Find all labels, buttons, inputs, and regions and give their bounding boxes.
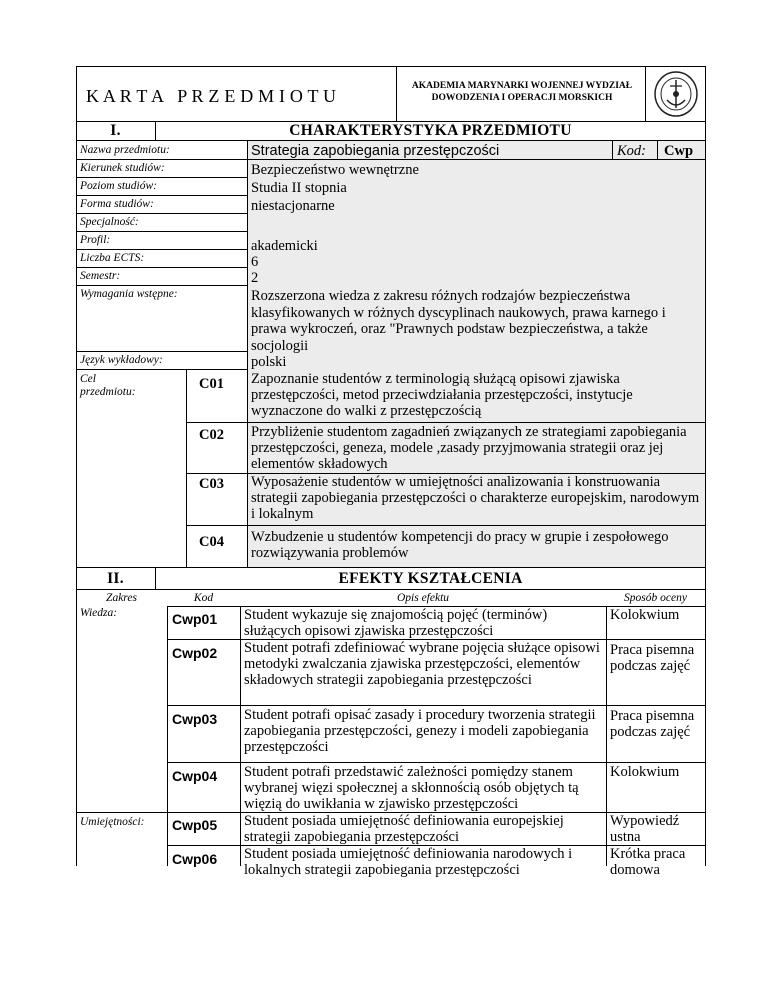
label-poziom: Poziom studiów: xyxy=(80,180,157,192)
effect-code: Cwp06 xyxy=(172,851,218,867)
label-kierunek: Kierunek studiów: xyxy=(80,162,165,174)
semestr-value: 2 xyxy=(251,270,259,286)
frame-top xyxy=(76,66,706,67)
effect-method: Praca pisemna podczas zajęć xyxy=(610,642,695,674)
label-ects: Liczba ECTS: xyxy=(80,252,145,264)
code-label: Kod: xyxy=(617,143,646,159)
goal-text: Zapoznanie studentów z terminologią służącą opisowi zjawiska przestępczości, metod przeciwdziałania przestępczości, instytucje wyznaczone do walki z przestępczością xyxy=(251,371,633,419)
col-header-opis: Opis efektu xyxy=(396,592,450,604)
jezyk-value: polski xyxy=(251,354,287,370)
kierunek-value: Bezpieczeństwo wewnętrzne xyxy=(251,162,419,178)
effect-code: Cwp05 xyxy=(172,817,218,833)
goal-code: C02 xyxy=(199,427,224,443)
frame-right xyxy=(705,66,706,866)
wymagania-value: Rozszerzona wiedza z zakresu różnych rodzajów bezpieczeństwa klasyfikowanych w różnych dyscyplinach naukowych, prawa karnego i prawa wykroczeń, oraz "Prawnych podstaw bezpieczeństwa, a także socjologii xyxy=(251,288,666,354)
effect-description: Student potrafi opisać zasady i procedury tworzenia strategii zapobiegania przestępczości, genezy i modeli zapobiegania przestępczości xyxy=(244,707,596,755)
col-header-sposob: Sposób oceny xyxy=(624,592,687,604)
forma-value: niestacjonarne xyxy=(251,198,335,214)
effect-method: Wypowiedź ustna xyxy=(610,813,680,845)
goal-code: C01 xyxy=(199,376,224,392)
goal-text: Przybliżenie studentom zagadnień związanych ze strategiami zapobiegania przestępczości, geneza, modele ,zasady przyjmowania strategii oraz jej elementów składowych xyxy=(251,424,687,472)
section-number: I. xyxy=(110,122,121,139)
effect-code: Cwp01 xyxy=(172,611,218,627)
frame-left xyxy=(76,66,77,866)
effect-description: Student wykazuje się znajomością pojęć (terminów) służących opisowi zjawiska przestępczości xyxy=(244,607,548,639)
effect-description: Student posiada umiejętność definiowania europejskiej strategii zapobiegania przestępczości xyxy=(244,813,564,845)
effect-method: Kolokwium xyxy=(610,607,680,623)
course-name-value: Strategia zapobiegania przestępczości xyxy=(251,143,500,159)
label-semestr: Semestr: xyxy=(80,270,121,282)
section-number: II. xyxy=(107,570,124,587)
section-title: CHARAKTERYSTYKA PRZEDMIOTU xyxy=(289,122,572,139)
effect-description: Student potrafi zdefiniować wybrane pojęcia służące opisowi metodyki zwalczania zjawiska przestępczości, elementów składowych strategii zapobiegania przestępczości xyxy=(244,640,600,688)
category-umiejetnosci: Umiejętności: xyxy=(80,816,145,828)
label-jezyk: Język wykładowy: xyxy=(80,354,163,366)
card-title: K A R T A P R Z E D M I O T U xyxy=(86,86,337,106)
goal-text: Wyposażenie studentów w umiejętności analizowania i konstruowania strategii zapobiegania przestępczości o charakterze europejskim, narodowym i lokalnym xyxy=(251,474,700,522)
profil-value: akademicki xyxy=(251,238,318,254)
effect-method: Kolokwium xyxy=(610,764,680,780)
poziom-value: Studia II stopnia xyxy=(251,180,347,196)
effect-description: Student potrafi przedstawić zależności pomiędzy stanem wybranej więzi społecznej a skłonnością osób objętych tą więzią do uwikłania w zjawisko przestępczości xyxy=(244,764,579,812)
goal-code: C03 xyxy=(199,476,224,492)
label-profil: Profil: xyxy=(80,234,111,246)
goal-code: C04 xyxy=(199,534,224,550)
goal-text: Wzbudzenie u studentów kompetencji do pracy w grupie i zespołowego rozwiązywania problemów xyxy=(251,529,669,561)
academy-name: AKADEMIA MARYNARKI WOJENNEJ WYDZIAŁ DOWODZENIA I OPERACJI MORSKICH xyxy=(411,81,633,103)
code-value: Cwp xyxy=(664,143,694,159)
effect-method: Krótka praca domowa xyxy=(610,846,686,878)
effect-code: Cwp04 xyxy=(172,768,218,784)
label-cel: Cel przedmiotu: xyxy=(80,373,136,398)
label-specjalnosc: Specjalność: xyxy=(80,216,139,228)
effect-code: Cwp02 xyxy=(172,645,218,661)
ects-value: 6 xyxy=(251,254,259,270)
effect-code: Cwp03 xyxy=(172,711,218,727)
label-nazwa: Nazwa przedmiotu: xyxy=(80,144,170,156)
effect-description: Student posiada umiejętność definiowania narodowych i lokalnych strategii zapobiegania przestępczości xyxy=(244,846,573,878)
label-forma: Forma studiów: xyxy=(80,198,154,210)
academy-seal-icon xyxy=(653,70,699,118)
label-wymagania: Wymagania wstępne: xyxy=(80,288,178,300)
effect-method: Praca pisemna podczas zajęć xyxy=(610,708,695,740)
col-header-kod: Kod xyxy=(193,592,214,604)
section-title: EFEKTY KSZTAŁCENIA xyxy=(338,570,523,587)
category-wiedza: Wiedza: xyxy=(80,607,118,619)
col-header-zakres: Zakres xyxy=(106,592,137,604)
